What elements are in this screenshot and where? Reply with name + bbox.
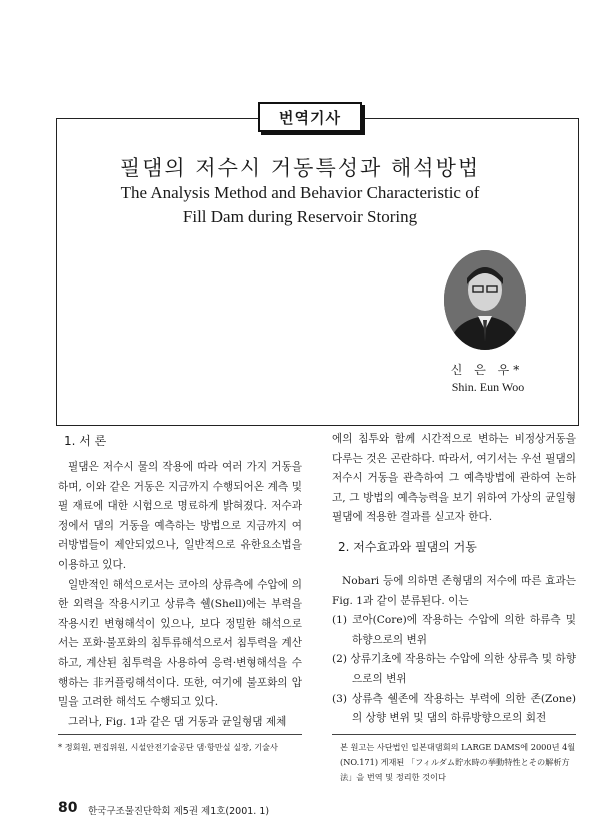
author-photo	[444, 250, 526, 350]
list-item: (3) 상류측 쉘존에 작용하는 부력에 의한 존(Zone)의 상향 변위 및 댐의 하류방향으로의 회전	[332, 692, 576, 725]
paragraph: 에의 침투와 함께 시간적으로 변하는 비정상거동을 다루는 것은 곤란하다. 따라서, 여기서는 우선 필댐의 저수시 거동을 관측하여 그 예측방법에 관하여 논하고, 그 방법의 예측능력을 보기 위하여 가상의 균일형 필댐에 적용한 결과를 싣고자 한다.	[332, 433, 576, 524]
journal-info: 한국구조물진단학회 제5권 제1호(2001. 1)	[88, 806, 270, 817]
author-name-korean: 신 은 우*	[450, 363, 524, 377]
article-type-tag: 번역기사	[258, 102, 362, 132]
page-number: 80	[58, 800, 78, 816]
footnote-rule-right	[332, 734, 576, 735]
section2-body	[332, 572, 576, 729]
list-item: (2) 상류기초에 작용하는 수압에 의한 상류측 및 하향으로의 변위	[332, 653, 576, 685]
footnote-source: 본 원고는 사단법인 일본대댐회의 LARGE DAMS에 2000년 4월(NO.171) 게재된 「フィルダム貯水時の挙動特性とその解析方法」을 번역 및 정리한 것이다	[340, 742, 576, 782]
title-english-line2: Fill Dam during Reservoir Storing	[182, 207, 418, 226]
left-column	[58, 458, 302, 732]
paragraph: Nobari 등에 의하면 존형댐의 저수에 따른 효과는 Fig. 1과 같이 분류된다. 이는	[332, 575, 576, 607]
footnote-rule-left	[58, 734, 302, 735]
title-korean: 필댐의 저수시 거동특성과 해석방법	[119, 156, 481, 180]
section-heading-1: 1. 서 론	[64, 434, 107, 448]
section-heading-2: 2. 저수효과와 필댐의 거동	[338, 540, 477, 554]
paragraph: 필댐은 저수시 물의 작용에 따라 여러 가지 거동을 하며, 이와 같은 거동은 지금까지 수행되어온 계측 및 필 재료에 대한 시험으로 명료하게 밝혀졌다. 저수과정에서 댐의 거동을 예측하는 방법으로 지금까지 여러방법들이 제안되었으나, 일반적으로 유한요소법을 이용하고 있다.	[58, 461, 302, 571]
title-english-line1: The Analysis Method and Behavior Characteristic of	[120, 183, 480, 202]
right-column	[332, 430, 576, 528]
paragraph: 일반적인 해석으로서는 코아의 상류측에 수압에 의한 외력을 작용시키고 상류측 쉘(Shell)에는 부력을 작용시킨 변형해석이 있으나, 보다 정밀한 해석으로서는 포화·불포화의 침투류해석으로서 침투력을 계산하고, 계산된 침투력을 사용하여 응력·변형해석을 수행하는 非커플링해석이다. 또한, 여기에 불포화의 압밀을 고려한 해석도 수행되고 있다.	[58, 578, 302, 709]
author-name-english: Shin. Eun Woo	[451, 380, 525, 394]
footnote-author: * 정회원, 편집위원, 시설안전기술공단 댐·항만실 실장, 기술사	[58, 742, 278, 752]
paragraph: 그러나, Fig. 1과 같은 댐 거동과 균일형댐 제체	[68, 715, 287, 728]
list-item: (1) 코아(Core)에 작용하는 수압에 의한 하류측 및 하향으로의 변위	[332, 614, 576, 646]
